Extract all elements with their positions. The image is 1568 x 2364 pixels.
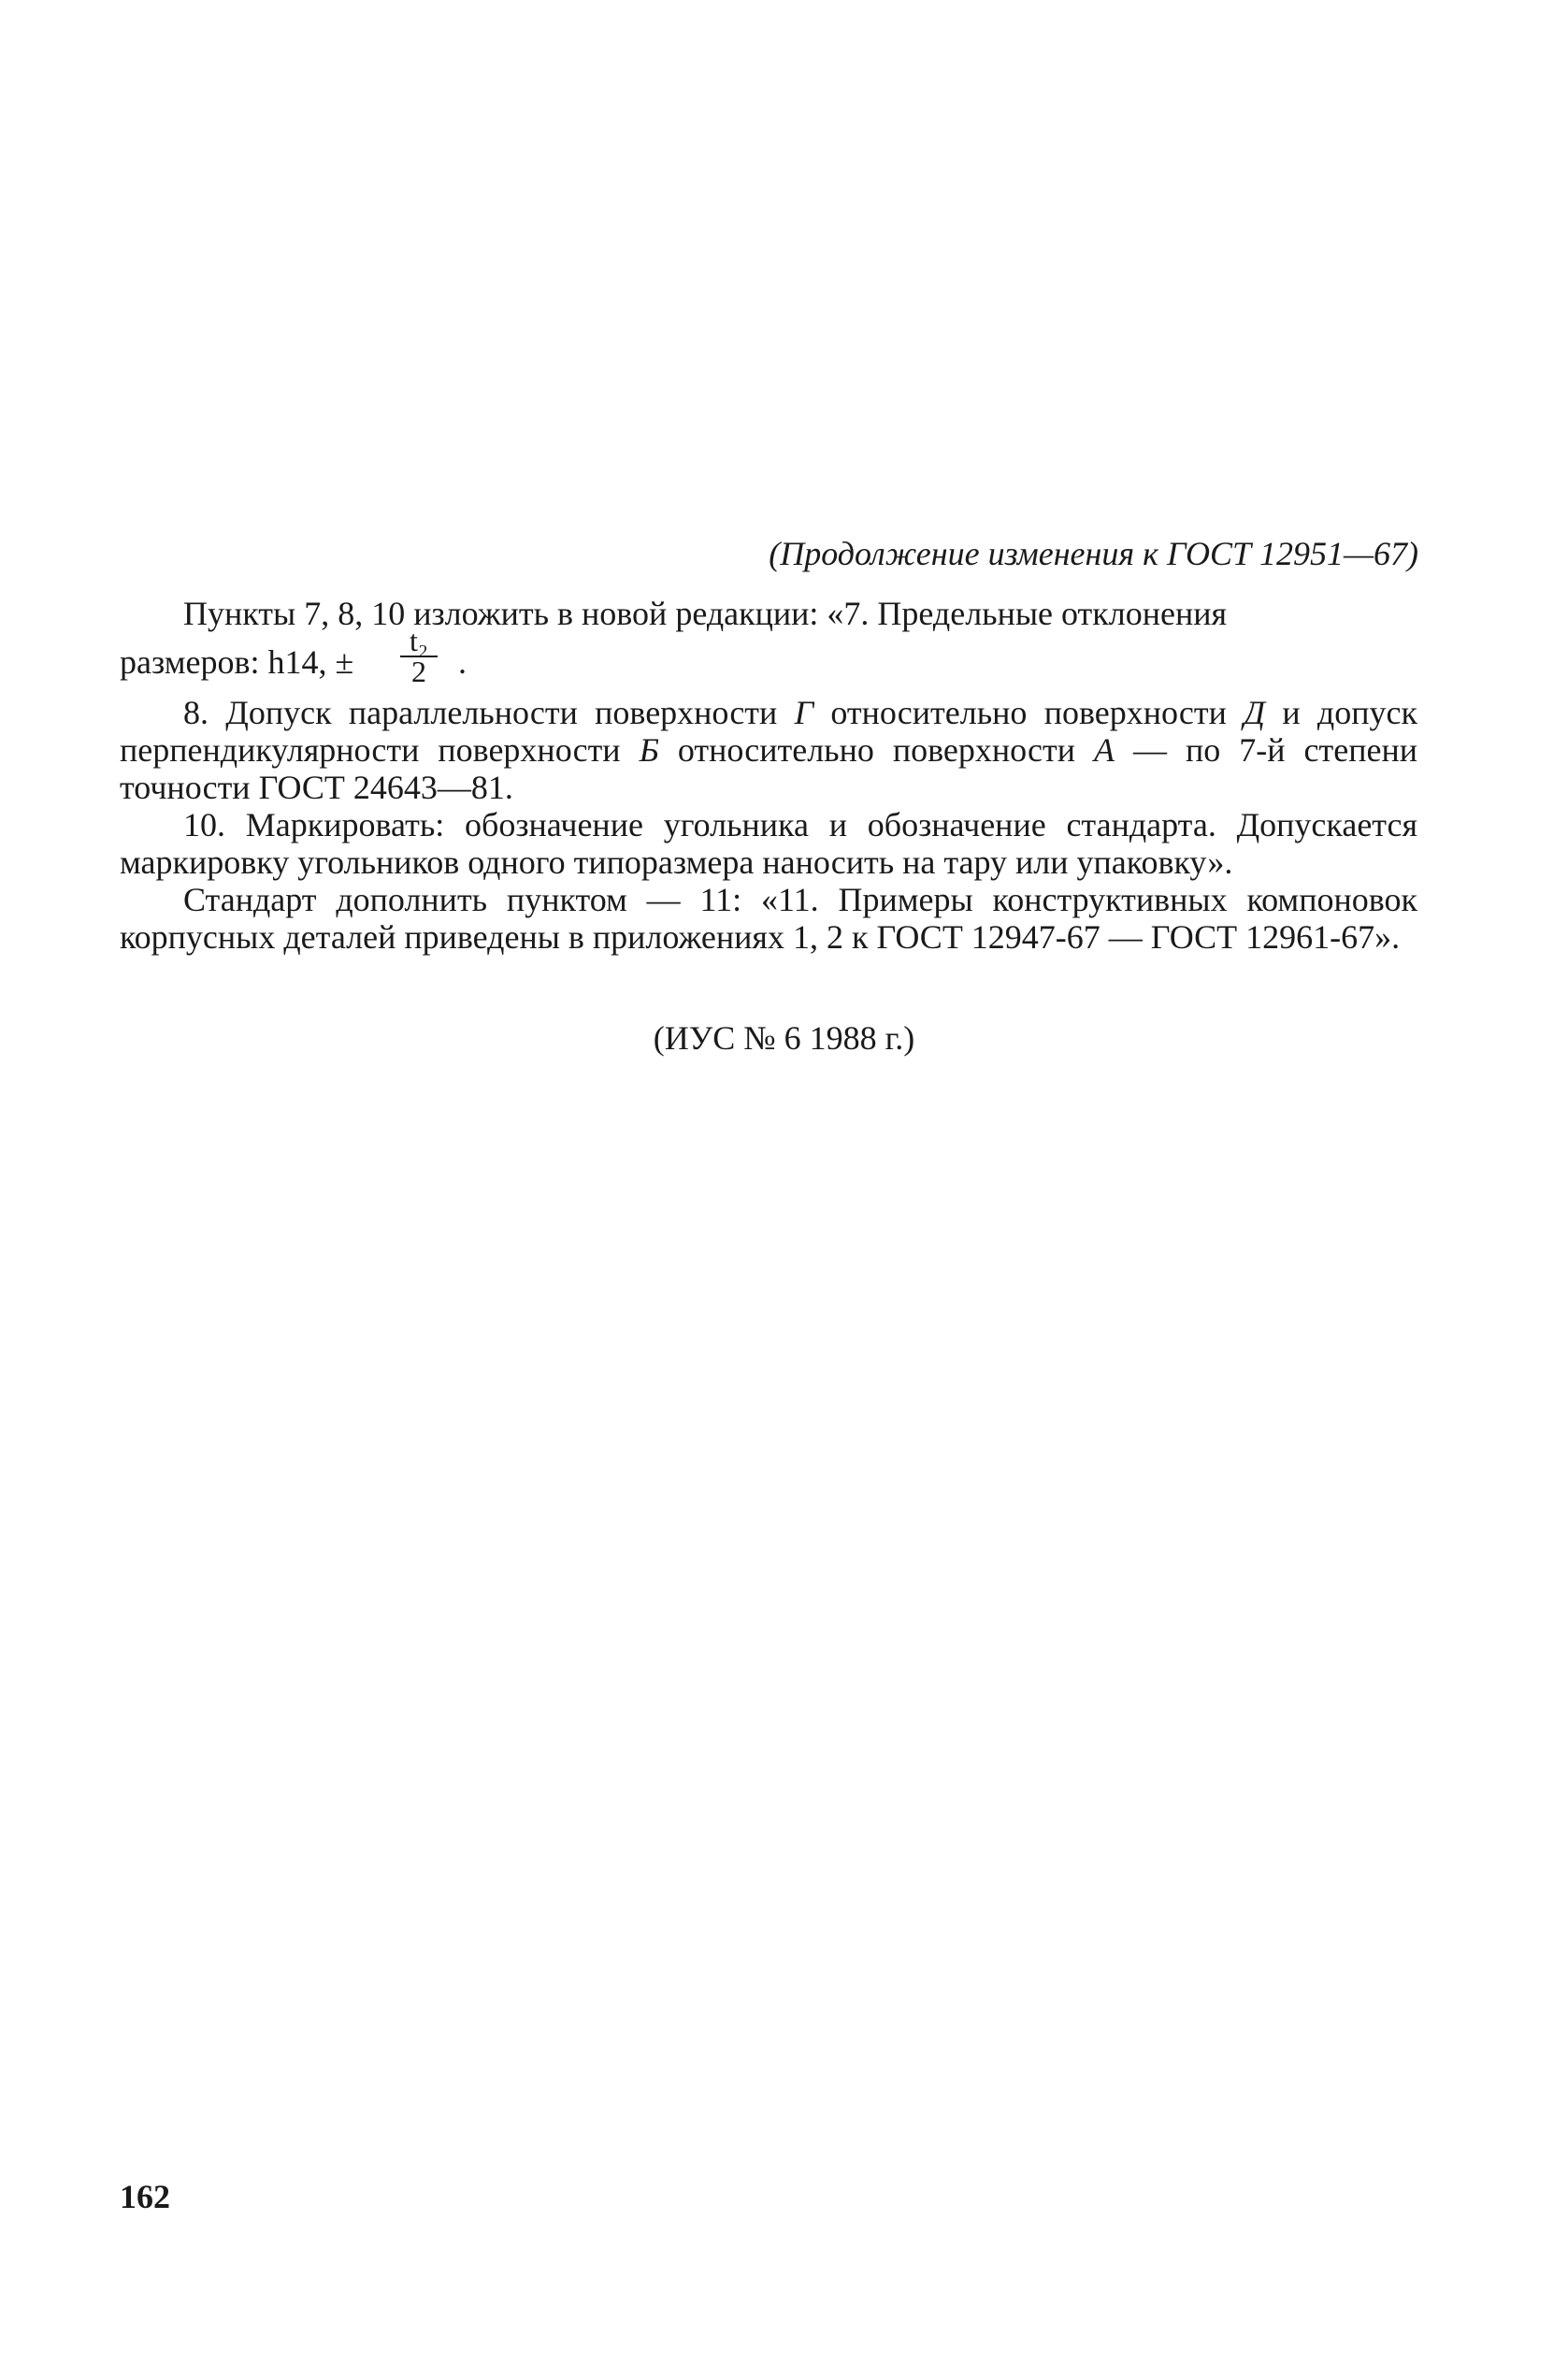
fraction <box>400 624 438 688</box>
p8-surface-b: Б <box>639 731 659 769</box>
tolerance-formula <box>120 624 1417 688</box>
document-body <box>120 595 1417 956</box>
p8-text-c: и допуск перпендикулярности поверхности <box>120 694 1417 769</box>
p8-text-a: 8. Допуск параллельности поверхности <box>183 694 795 731</box>
p8-text-f: — по 7-й степени точности ГОСТ 24643—81. <box>120 731 1417 806</box>
p8-surface-d: Д <box>1244 694 1266 731</box>
source-reference: (ИУС № 6 1988 г.) <box>653 1019 915 1057</box>
p8-text-e: относительно поверхности <box>658 731 1095 769</box>
p8-surface-g: Г <box>794 694 814 731</box>
p8-text-b: относительно поверхности <box>813 694 1244 731</box>
fraction-denominator: 2 <box>411 655 426 688</box>
paragraph-11: Стандарт дополнить пунктом — 11: «11. Примеры конструктивных компоновок корпусных деталей приведены в приложениях 1, 2 к ГОСТ 12947-67 — ГОСТ 12961-67». <box>120 881 1417 956</box>
fraction-numerator: t₂ <box>400 627 438 657</box>
page-number: 162 <box>120 2178 170 2215</box>
p8-surface-a: А <box>1094 731 1115 769</box>
formula-suffix: . <box>458 643 467 681</box>
paragraph-10: 10. Маркировать: обозначение угольника и обозначение стандарта. Допускается маркировку угольников одного типоразмера наносить на тару или упаковку». <box>120 806 1417 881</box>
formula-prefix: размеров: h14, ± <box>120 643 354 681</box>
intro-paragraph: Пункты 7, 8, 10 изложить в новой редакции: «7. Предельные отклонения <box>183 595 1228 632</box>
paragraph-8 <box>120 694 1417 806</box>
continuation-heading: (Продолжение изменения к ГОСТ 12951—67) <box>769 535 1418 572</box>
